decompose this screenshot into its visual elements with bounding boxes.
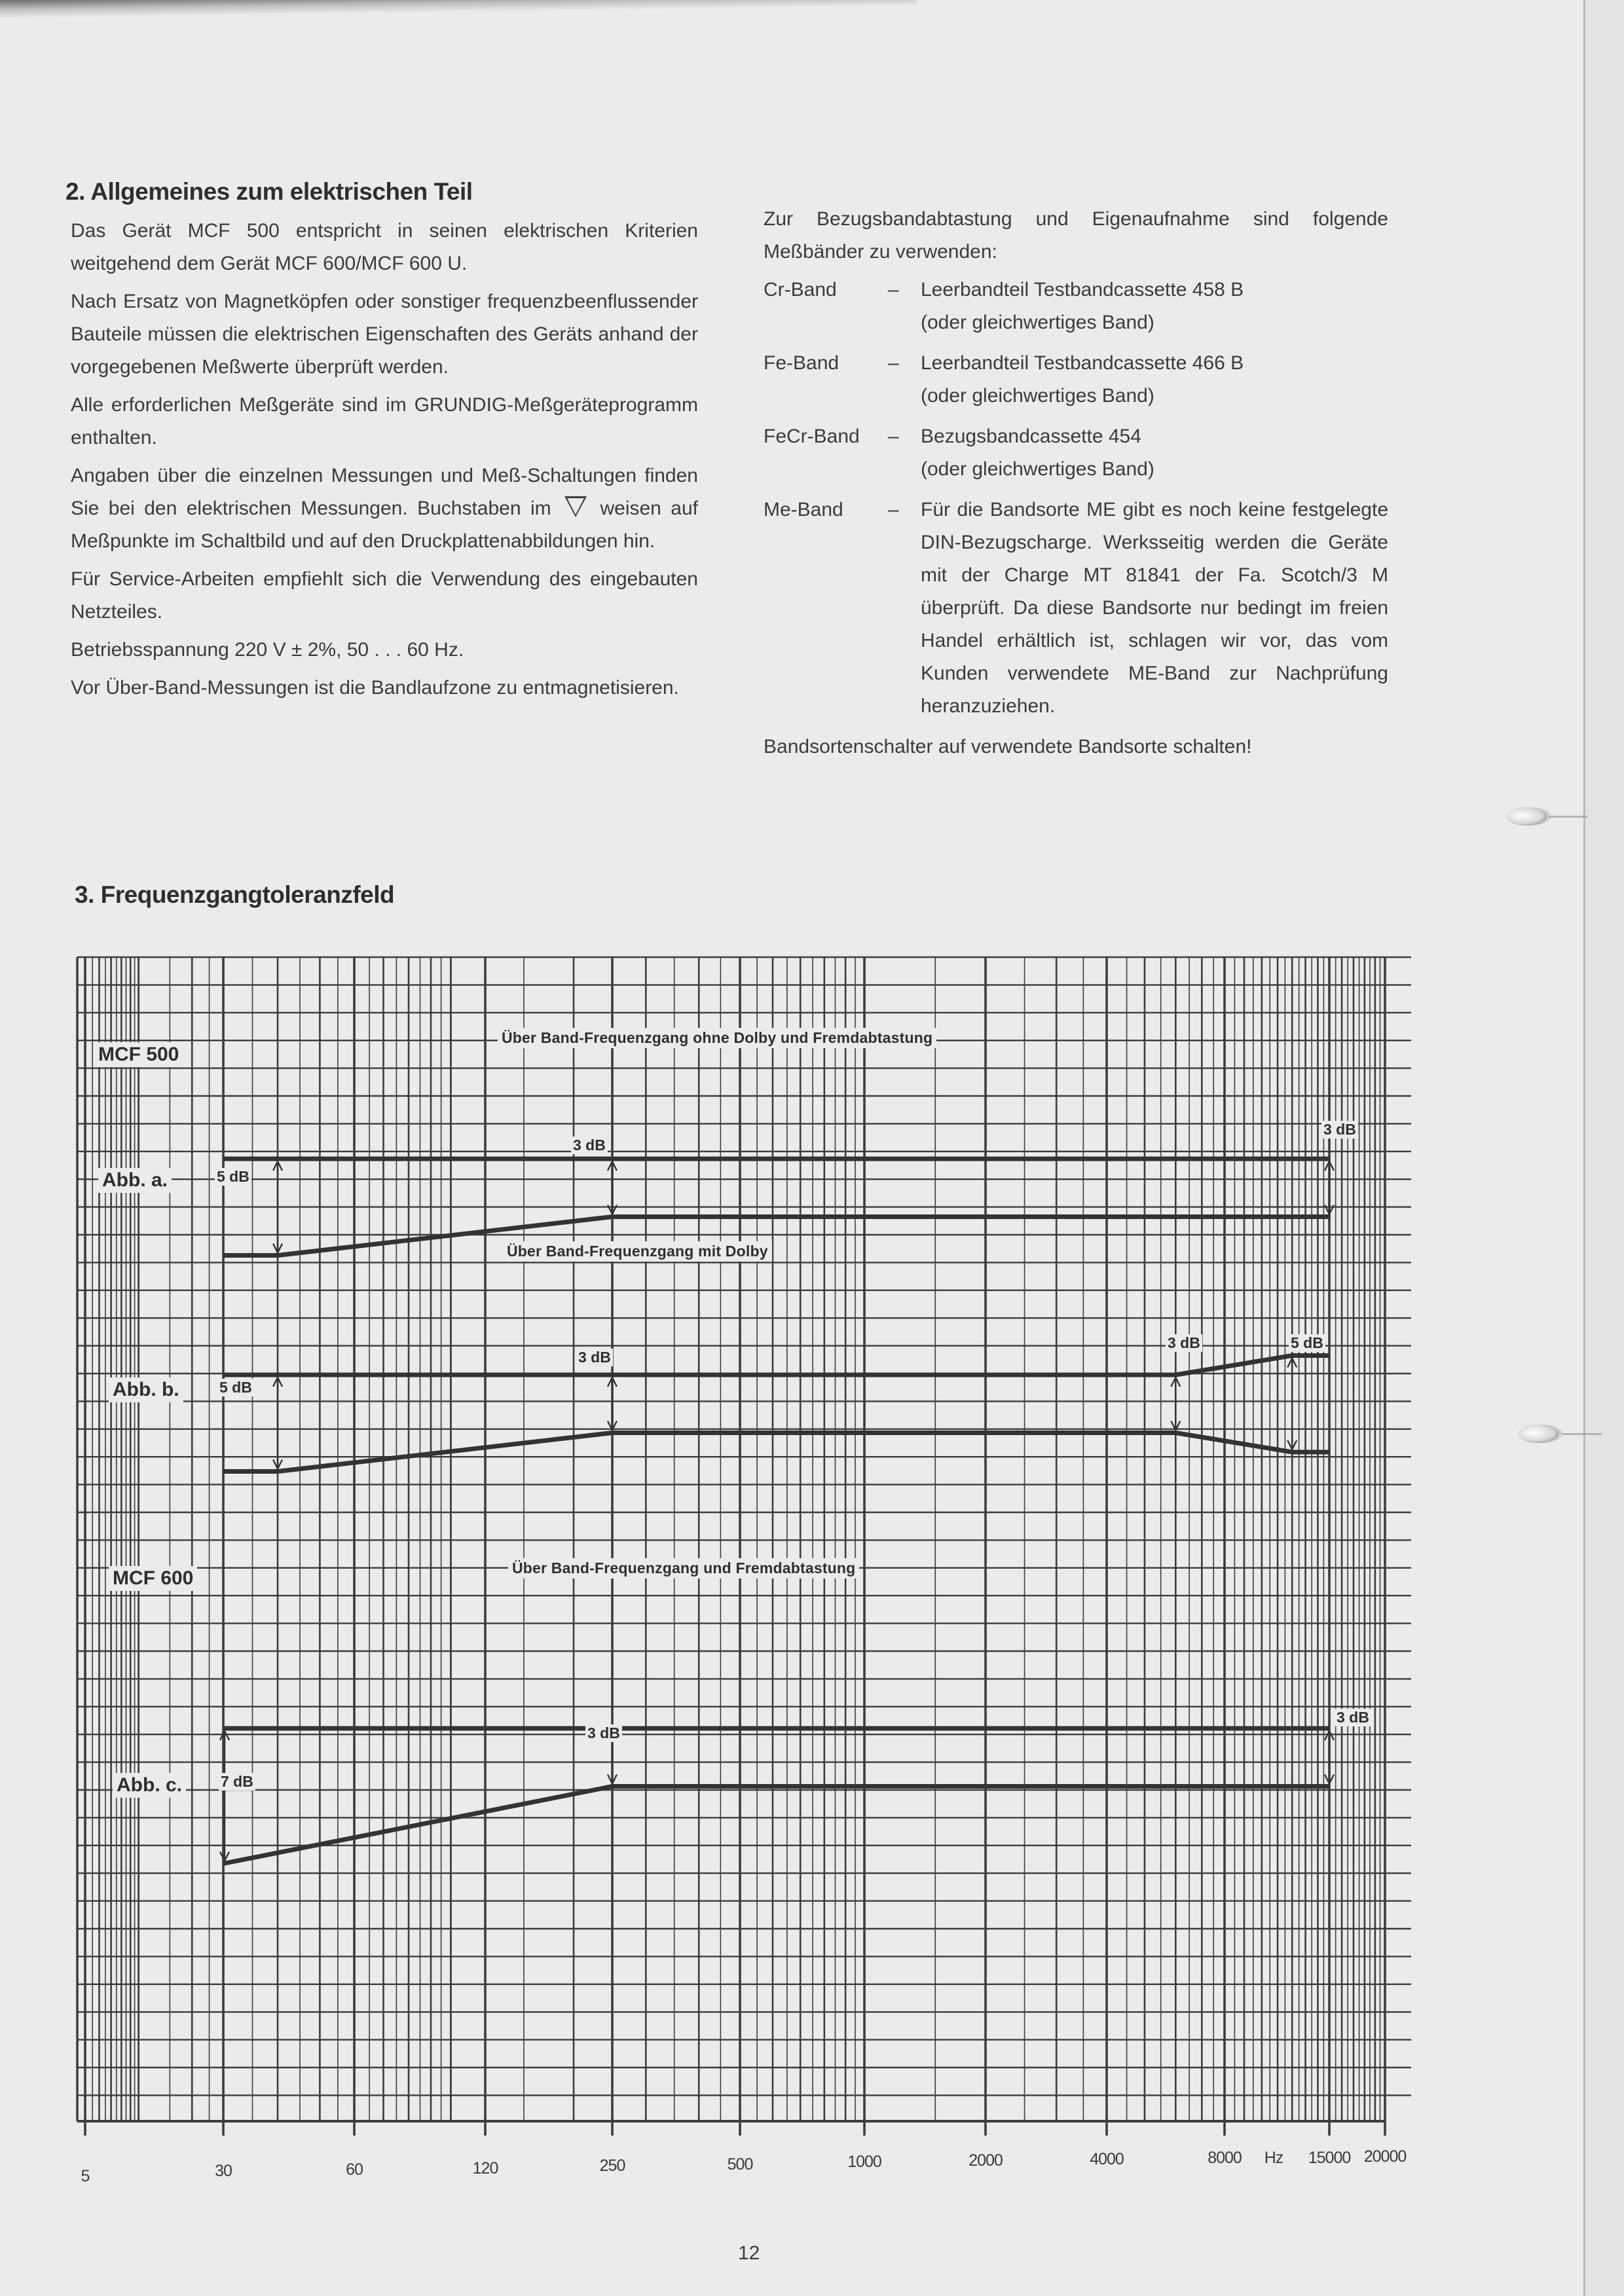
band-fecr: FeCr-Band – Bezugsbandcassette 454 (oder gleichwertiges Band): [764, 420, 1388, 486]
band-name: Fe-Band: [764, 352, 840, 374]
caption-a: Über Band-Frequenzgang ohne Dolby und Fremdabtastung: [498, 1028, 936, 1048]
section-2-title: 2. Allgemeines zum elektrischen Teil: [65, 178, 473, 205]
tolerance-label: 3 dB: [571, 1137, 608, 1154]
tolerance-label: 3 dB: [585, 1724, 622, 1742]
paragraph: Alle erforderlichen Meßgeräte sind im GRUNDIG-Meßgeräteprogramm enthalten.: [71, 394, 698, 448]
bands-intro: Zur Bezugsbandabtastung und Eigenaufnahme sind folgende Meßbänder zu verwenden:: [764, 208, 1388, 263]
x-tick-label: 250: [599, 2157, 625, 2175]
x-tick-label: 60: [346, 2160, 363, 2179]
tolerance-label: 5 dB: [215, 1168, 251, 1186]
band-fe: Fe-Band – Leerbandteil Testbandcassette 466 B (oder gleichwertiges Band): [764, 347, 1388, 412]
paragraph: Nach Ersatz von Magnetköpfen oder sonstiger frequenzbeenflussender Bauteile müssen die elektrischen Eigenschaften des Geräts anhand der vorgegebenen Meßwerte überprüft werden.: [71, 291, 698, 378]
caption-b: Über Band-Frequenzgang mit Dolby: [503, 1241, 772, 1262]
paragraph: Für Service-Arbeiten empfiehlt sich die Verwendung des eingebauten Netzteiles.: [71, 568, 698, 623]
x-tick-label: 15000: [1308, 2149, 1351, 2167]
figure-label-a: Abb. a.: [98, 1168, 172, 1193]
tolerance-label: 3 dB: [1166, 1334, 1202, 1352]
binder-hole-icon: [1518, 1425, 1559, 1443]
measuring-point-triangle-icon: [564, 496, 587, 517]
paragraph-voltage: Betriebsspannung 220 V ± 2%, 50 . . . 60 Hz.: [71, 639, 464, 661]
frequency-response-chart: [65, 943, 1428, 2213]
band-me: Me-Band – Für die Bandsorte ME gibt es noch keine festgelegte DIN-Bezugscharge. Werksseitig werden die Geräte mit der Charge MT 81841 der Fa. Scotch/3 M überprüft. Da diese Bandsorte nur bedingt im freien Handel erhältlich ist, schlagen wir vor, das vom Kunden verwendete ME-Band zur Nachprüfung heranzuziehen.: [764, 494, 1388, 723]
band-cr: Cr-Band – Leerbandteil Testbandcassette 458 B (oder gleichwertiges Band): [764, 274, 1388, 339]
binder-hole-mark: [1549, 816, 1588, 818]
tolerance-label: 3 dB: [1321, 1121, 1358, 1139]
x-tick-label: 2000: [969, 2151, 1003, 2170]
figure-label-c: Abb. c.: [113, 1773, 186, 1798]
band-note: (oder gleichwertiges Band): [921, 458, 1154, 480]
tolerance-label: 3 dB: [576, 1349, 613, 1366]
x-tick-label: 1000: [847, 2153, 881, 2171]
x-tick-label: 500: [727, 2155, 753, 2174]
tolerance-label: 5 dB: [217, 1379, 254, 1396]
paragraph-measurements: Angaben über die einzelnen Messungen und Meß-Schaltungen finden Sie bei den elektrischen Messungen. Buchstaben im weisen auf Meßpunkte im Schaltbild und auf den Druckplattenabbildungen hin.: [71, 465, 698, 552]
device-label-mcf600: MCF 600: [109, 1566, 197, 1591]
next-page-edge: [1585, 0, 1624, 2296]
bands-footer: Bandsortenschalter auf verwendete Bandsorte schalten!: [764, 736, 1252, 757]
tolerance-label: 5 dB: [1289, 1334, 1325, 1352]
x-tick-label: 20000: [1363, 2147, 1407, 2166]
band-desc: Leerbandteil Testbandcassette 466 B: [921, 352, 1244, 374]
paragraph: Vor Über-Band-Messungen ist die Bandlaufzone zu entmagnetisieren.: [71, 677, 679, 699]
device-label-mcf500: MCF 500: [94, 1042, 183, 1067]
x-tick-label: 30: [215, 2162, 232, 2180]
tolerance-label: 3 dB: [1335, 1709, 1371, 1726]
binder-hole-icon: [1506, 807, 1547, 826]
figure-label-b: Abb. b.: [109, 1377, 183, 1402]
x-tick-label: 5: [81, 2167, 90, 2185]
band-name: FeCr-Band: [764, 426, 860, 447]
band-note: (oder gleichwertiges Band): [921, 385, 1154, 407]
x-tick-label: 120: [472, 2159, 498, 2178]
page-edge-line: [1583, 0, 1585, 2296]
x-tick-label: 4000: [1090, 2150, 1124, 2168]
section-2-body: [71, 215, 698, 710]
caption-c: Über Band-Frequenzgang und Fremdabtastung: [508, 1558, 859, 1578]
x-tick-label: 8000: [1208, 2149, 1242, 2167]
tape-bands-section: [764, 203, 1388, 769]
band-name: Me-Band: [764, 499, 843, 520]
page-number: 12: [738, 2242, 760, 2264]
band-desc: Für die Bandsorte ME gibt es noch keine festgelegte DIN-Bezugscharge. Werksseitig werden die Geräte mit der Charge MT 81841 der Fa. Scotch/3 M überprüft. Da diese Bandsorte nur bedingt im freien Handel erhältlich ist, schlagen wir vor, das vom Kunden verwendete ME-Band zur Nachprüfung heranzuziehen.: [921, 499, 1388, 717]
band-note: (oder gleichwertiges Band): [921, 312, 1154, 333]
tolerance-label: 7 dB: [219, 1773, 255, 1791]
binder-hole-mark: [1562, 1433, 1602, 1435]
x-axis-unit: Hz: [1264, 2149, 1283, 2167]
paragraph: Das Gerät MCF 500 entspricht in seinen elektrischen Kriterien weitgehend dem Gerät MCF 600/MCF 600 U.: [71, 220, 698, 274]
band-desc: Leerbandteil Testbandcassette 458 B: [921, 279, 1244, 301]
band-desc: Bezugsbandcassette 454: [921, 426, 1141, 447]
band-name: Cr-Band: [764, 279, 837, 301]
scan-shadow: [0, 0, 917, 18]
section-3-title: 3. Frequenzgangtoleranzfeld: [75, 881, 395, 908]
